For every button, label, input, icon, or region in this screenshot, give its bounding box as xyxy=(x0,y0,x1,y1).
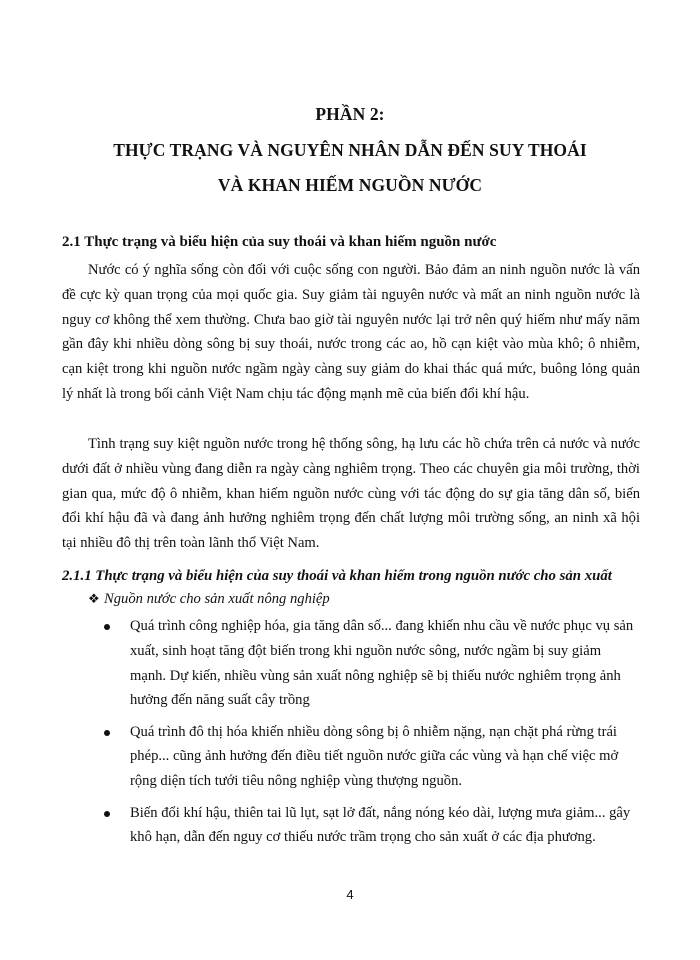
chapter-title-line-1: THỰC TRẠNG VÀ NGUYÊN NHÂN DẪN ĐẾN SUY THOÁI xyxy=(113,140,587,160)
list-item-text: Biến đổi khí hậu, thiên tai lũ lụt, sạt lở đất, nắng nóng kéo dài, lượng mưa giảm... gây khô hạn, dẫn đến nguy cơ thiếu nước trầm trọng cho sản xuất ở các địa phương. xyxy=(130,804,631,846)
bullet-dot-icon xyxy=(104,624,110,630)
paragraph-2: Tình trạng suy kiệt nguồn nước trong hệ thống sông, hạ lưu các hồ chứa trên cả nước và nước dưới đất ở nhiều vùng đang diễn ra ngày càng nghiêm trọng. Theo các chuyên gia môi trường, thời gian qua, mức độ ô nhiễm, khan hiếm nguồn nước cùng với tác động do sự gia tăng dân số, biến đổi khí hậu đã và đang ảnh hưởng nghiêm trọng đến chất lượng môi trường sống, an ninh xã hội tại nhiều đô thị trên toàn lãnh thổ Việt Nam. xyxy=(62,436,640,552)
sub-heading xyxy=(88,591,330,608)
part-title: PHẦN 2: xyxy=(315,104,385,124)
list-item-text: Quá trình đô thị hóa khiến nhiều dòng sông bị ô nhiễm nặng, nạn chặt phá rừng trái phép... cũng ảnh hưởng đến điều tiết nguồn nước giữa các vùng và hạn chế việc mở rộng diện tích tưới tiêu nông nghiệp vùng thượng nguồn. xyxy=(130,723,619,790)
chapter-title-line-2: VÀ KHAN HIẾM NGUỒN NƯỚC xyxy=(217,175,483,195)
bullet-list xyxy=(100,614,640,857)
list-item xyxy=(100,801,640,851)
bullet-dot-icon xyxy=(104,811,110,817)
list-item-text: Quá trình công nghiệp hóa, gia tăng dân số... đang khiến nhu cầu về nước phục vụ sản xuất, sinh hoạt tăng đột biến trong khi nguồn nước sông, nước ngầm bị suy giảm mạnh. Dự kiến, nhiều vùng sản xuất nông nghiệp sẽ bị thiếu nước nghiêm trọng ảnh hưởng đến năng suất cây trồng xyxy=(130,618,634,709)
page-number: 4 xyxy=(346,887,354,902)
list-item xyxy=(100,614,640,713)
subsection-heading: 2.1.1 Thực trạng và biểu hiện của suy thoái và khan hiếm trong nguồn nước cho sản xuất xyxy=(62,568,612,584)
bullet-dot-icon xyxy=(104,730,110,736)
diamond-bullet-icon: ❖ xyxy=(88,591,100,606)
list-item xyxy=(100,720,640,794)
section-heading: 2.1 Thực trạng và biểu hiện của suy thoái và khan hiếm nguồn nước xyxy=(62,234,497,250)
sub-heading-text: Nguồn nước cho sản xuất nông nghiệp xyxy=(104,591,330,607)
paragraph-1: Nước có ý nghĩa sống còn đối với cuộc sống con người. Bảo đảm an ninh nguồn nước là vấn đề cực kỳ quan trọng của mọi quốc gia. Suy giảm tài nguyên nước và mất an ninh nguồn nước là nguy cơ không thể xem thường. Chưa bao giờ tài nguyên nước lại trở nên quý hiếm như mấy năm gần đây khi nhiều dòng sông bị suy thoái, nước trong các ao, hồ cạn kiệt vào mùa khô; ô nhiễm, cạn kiệt trong khi nguồn nước ngầm ngày càng suy giảm do khai thác quá mức, buông lỏng quản lý nhất là trong bối cảnh Việt Nam chịu tác động mạnh mẽ của biến đổi khí hậu. xyxy=(62,262,640,402)
